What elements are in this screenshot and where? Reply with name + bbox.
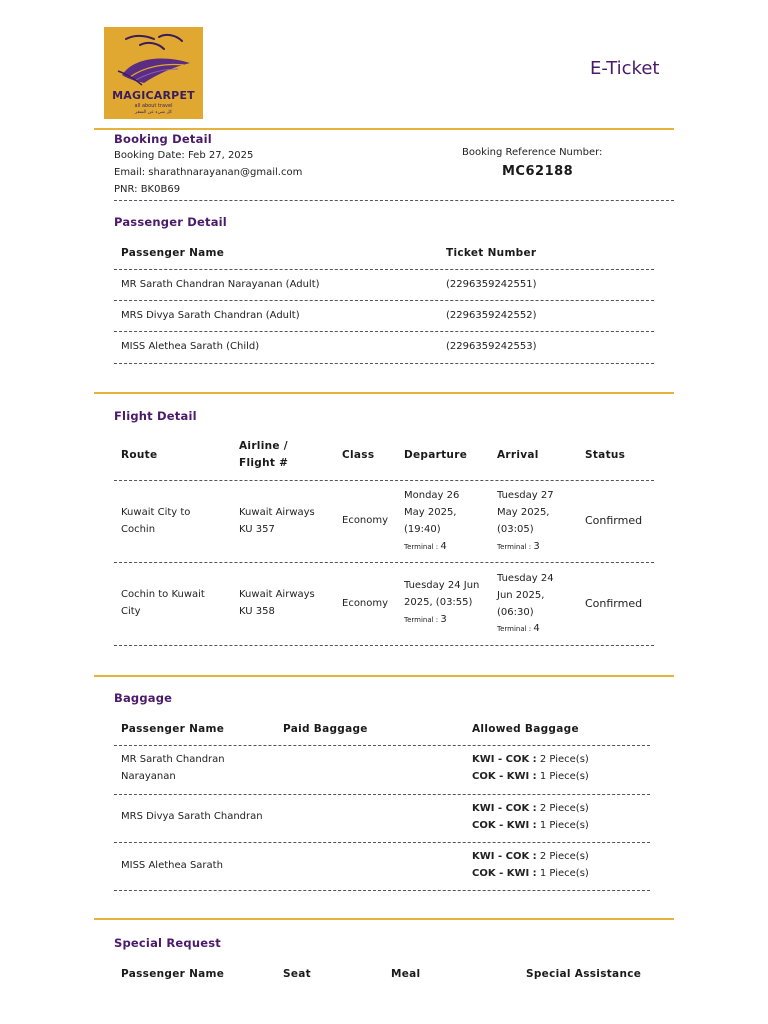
divider: [114, 562, 654, 563]
flight-arrival: Tuesday 24: [497, 573, 554, 584]
allowed-baggage-segment: [472, 865, 589, 882]
divider: [114, 890, 650, 891]
flight-departure: Monday 26: [404, 490, 460, 501]
flight-arrival: May 2025,: [497, 507, 550, 518]
divider: [94, 918, 674, 920]
flight-arrival: Jun 2025,: [497, 590, 545, 601]
divider: [114, 794, 650, 795]
divider: [114, 480, 654, 481]
baggage-passenger-name: MISS Alethea Sarath: [121, 860, 223, 871]
ticket-number: (2296359242552): [446, 310, 537, 321]
col-status: Status: [585, 449, 626, 461]
col-passenger-name: Passenger Name: [121, 968, 225, 980]
terminal-value: 4: [533, 623, 540, 634]
divider: [94, 128, 674, 130]
col-route: Route: [121, 449, 158, 461]
flight-airline: Kuwait Airways: [239, 507, 315, 518]
flight-class: Economy: [342, 598, 389, 609]
allowed-baggage-segment: [472, 817, 589, 834]
page-title: E-Ticket: [590, 58, 660, 79]
flight-route: Cochin: [121, 524, 156, 535]
segment-label: KWI - COK :: [472, 803, 537, 814]
flight-arrival: Tuesday 27: [497, 490, 554, 501]
col-ticket-number: Ticket Number: [446, 247, 537, 259]
segment-label: KWI - COK :: [472, 754, 537, 765]
divider: [114, 200, 674, 201]
logo-tagline: all about travel: [134, 103, 173, 109]
booking-email: Email: sharathnarayanan@gmail.com: [114, 167, 303, 178]
passenger-name: MR Sarath Chandran Narayanan (Adult): [121, 279, 320, 290]
col-flight-number: Flight #: [239, 457, 289, 469]
terminal-label: Terminal :: [404, 616, 441, 624]
divider: [114, 745, 650, 746]
allowed-baggage-segment: [472, 768, 589, 785]
booking-ref-value: MC62188: [502, 164, 574, 179]
flight-route: Cochin to Kuwait: [121, 589, 205, 600]
logo-name: MAGICARPET: [112, 89, 195, 102]
booking-detail-heading: Booking Detail: [114, 132, 212, 146]
flight-arrival: (03:05): [497, 524, 534, 535]
flight-airline: Kuwait Airways: [239, 589, 315, 600]
passenger-detail-heading: Passenger Detail: [114, 215, 227, 229]
segment-label: COK - KWI :: [472, 771, 537, 782]
segment-value: 1 Piece(s): [536, 771, 589, 782]
flight-number: KU 357: [239, 524, 275, 535]
passenger-name: MRS Divya Sarath Chandran (Adult): [121, 310, 300, 321]
baggage-passenger-name: Narayanan: [121, 771, 176, 782]
special-request-heading: Special Request: [114, 936, 221, 950]
booking-ref-label: Booking Reference Number:: [462, 147, 603, 158]
magicarpet-logo: [104, 27, 203, 119]
ticket-number: (2296359242551): [446, 279, 537, 290]
ticket-number: (2296359242553): [446, 341, 537, 352]
arrival-terminal: [497, 620, 540, 638]
divider: [114, 300, 654, 301]
col-paid-baggage: Paid Baggage: [283, 723, 368, 735]
divider: [114, 269, 654, 270]
allowed-baggage-segment: [472, 848, 589, 865]
segment-label: COK - KWI :: [472, 820, 537, 831]
segment-value: 2 Piece(s): [536, 851, 589, 862]
col-arrival: Arrival: [497, 449, 539, 461]
col-passenger-name: Passenger Name: [121, 723, 225, 735]
flight-class: Economy: [342, 515, 389, 526]
col-class: Class: [342, 449, 375, 461]
baggage-passenger-name: MRS Divya Sarath Chandran: [121, 811, 263, 822]
col-passenger-name: Passenger Name: [121, 247, 225, 259]
arrival-terminal: [497, 538, 540, 556]
allowed-baggage-segment: [472, 800, 589, 817]
booking-date: Booking Date: Feb 27, 2025: [114, 150, 254, 161]
flight-departure: 2025, (03:55): [404, 597, 473, 608]
logo-arabic-tagline: كل شيء عن السفر: [135, 110, 172, 115]
col-seat: Seat: [283, 968, 311, 980]
divider: [114, 331, 654, 332]
flight-departure: Tuesday 24 Jun: [404, 580, 480, 591]
baggage-passenger-name: MR Sarath Chandran: [121, 754, 225, 765]
segment-value: 2 Piece(s): [536, 803, 589, 814]
col-departure: Departure: [404, 449, 468, 461]
col-special-assistance: Special Assistance: [526, 968, 642, 980]
segment-value: 2 Piece(s): [536, 754, 589, 765]
departure-terminal: [404, 611, 447, 629]
departure-terminal: [404, 538, 447, 556]
col-meal: Meal: [391, 968, 421, 980]
divider: [114, 842, 650, 843]
terminal-label: Terminal :: [404, 543, 441, 551]
allowed-baggage-segment: [472, 751, 589, 768]
flight-number: KU 358: [239, 606, 275, 617]
terminal-label: Terminal :: [497, 625, 534, 633]
flight-departure: (19:40): [404, 524, 441, 535]
flight-arrival: (06:30): [497, 607, 534, 618]
terminal-label: Terminal :: [497, 543, 534, 551]
segment-label: KWI - COK :: [472, 851, 537, 862]
baggage-heading: Baggage: [114, 691, 173, 705]
col-airline: Airline /: [239, 440, 288, 452]
passenger-name: MISS Alethea Sarath (Child): [121, 341, 260, 352]
divider: [114, 363, 654, 364]
terminal-value: 3: [440, 614, 447, 625]
terminal-value: 4: [440, 541, 447, 552]
divider: [94, 675, 674, 677]
segment-value: 1 Piece(s): [536, 868, 589, 879]
segment-label: COK - KWI :: [472, 868, 537, 879]
flight-route: Kuwait City to: [121, 507, 191, 518]
segment-value: 1 Piece(s): [536, 820, 589, 831]
flight-status: Confirmed: [585, 514, 643, 527]
flight-detail-heading: Flight Detail: [114, 409, 197, 423]
booking-pnr: PNR: BK0B69: [114, 184, 181, 195]
divider: [94, 392, 674, 394]
divider: [114, 645, 654, 646]
flight-departure: May 2025,: [404, 507, 457, 518]
flight-route: City: [121, 606, 141, 617]
terminal-value: 3: [533, 541, 540, 552]
flight-status: Confirmed: [585, 597, 643, 610]
col-allowed-baggage: Allowed Baggage: [472, 723, 579, 735]
